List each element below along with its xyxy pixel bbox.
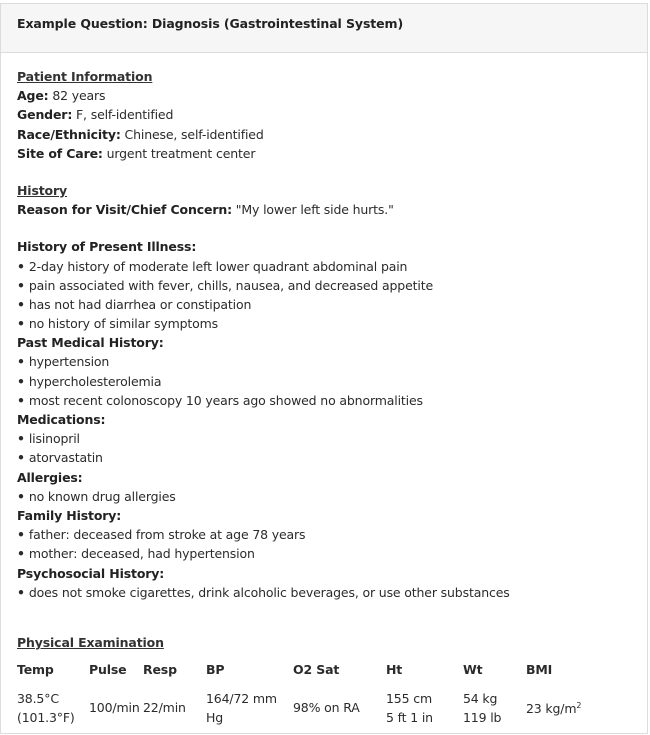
list-item: • hypertension bbox=[17, 352, 647, 371]
list-item: • no known drug allergies bbox=[17, 487, 647, 506]
bp-value-2: Hg bbox=[206, 710, 224, 726]
race-row bbox=[17, 125, 647, 144]
psych-title: Psychosocial History: bbox=[17, 565, 165, 581]
bp-header: BP bbox=[206, 662, 225, 678]
gender-value: F, self-identified bbox=[76, 107, 174, 123]
reason-row bbox=[17, 200, 647, 219]
list-item: • does not smoke cigarettes, drink alcoholic beverages, or use other substances bbox=[17, 583, 647, 602]
site-row bbox=[17, 144, 647, 163]
card-header bbox=[1, 4, 647, 53]
race-value: Chinese, self-identified bbox=[124, 126, 264, 142]
list-item: • most recent colonoscopy 10 years ago showed no abnormalities bbox=[17, 391, 647, 410]
wt-header: Wt bbox=[463, 662, 483, 678]
ht-value-1: 155 cm bbox=[386, 691, 432, 707]
temp-header: Temp bbox=[17, 662, 54, 678]
ht-value-2: 5 ft 1 in bbox=[386, 710, 433, 726]
list-item: • hypercholesterolemia bbox=[17, 372, 647, 391]
list-item: • has not had diarrhea or constipation bbox=[17, 295, 647, 314]
meds-title: Medications: bbox=[17, 412, 106, 427]
case-content bbox=[1, 53, 647, 730]
bmi-header: BMI bbox=[526, 662, 553, 678]
reason-value: "My lower left side hurts." bbox=[235, 202, 394, 218]
list-item: • lisinopril bbox=[17, 429, 647, 448]
hpi-title: History of Present Illness: bbox=[17, 239, 197, 255]
history-title: History bbox=[17, 182, 68, 198]
list-item: • no history of similar symptoms bbox=[17, 314, 647, 333]
temp-f-value: (101.3°F) bbox=[17, 710, 75, 726]
list-item: • mother: deceased, had hypertension bbox=[17, 544, 647, 563]
age-value: 82 years bbox=[52, 88, 106, 104]
pulse-value: 100/min bbox=[89, 700, 140, 716]
o2-header: O2 Sat bbox=[293, 662, 340, 678]
allergies-title: Allergies: bbox=[17, 469, 83, 485]
o2-value: 98% on RA bbox=[293, 700, 360, 716]
card-title: Example Question: Diagnosis (Gastrointestinal System) bbox=[17, 16, 404, 31]
age-label: Age: bbox=[17, 88, 49, 104]
list-item: • 2-day history of moderate left lower quadrant abdominal pain bbox=[17, 257, 647, 276]
reason-label: Reason for Visit/Chief Concern: bbox=[17, 202, 232, 218]
ht-header: Ht bbox=[386, 662, 403, 678]
wt-value-1: 54 kg bbox=[463, 691, 498, 707]
age-row bbox=[17, 86, 647, 105]
bmi-value bbox=[526, 699, 581, 718]
bmi-exponent: 2 bbox=[576, 700, 582, 710]
bmi-number: 23 kg/m bbox=[526, 701, 577, 717]
site-label: Site of Care: bbox=[17, 145, 103, 161]
vitals-table bbox=[17, 660, 647, 730]
resp-header: Resp bbox=[143, 662, 177, 678]
gender-row bbox=[17, 105, 647, 124]
resp-value: 22/min bbox=[143, 700, 186, 716]
temp-c-value: 38.5°C bbox=[17, 691, 59, 707]
race-label: Race/Ethnicity: bbox=[17, 126, 121, 142]
pmh-title: Past Medical History: bbox=[17, 335, 164, 351]
physical-exam-title: Physical Examination bbox=[17, 634, 164, 650]
pulse-header: Pulse bbox=[89, 662, 127, 678]
family-title: Family History: bbox=[17, 507, 122, 523]
question-card bbox=[0, 3, 648, 734]
list-item: • pain associated with fever, chills, nausea, and decreased appetite bbox=[17, 276, 647, 295]
site-value: urgent treatment center bbox=[106, 145, 256, 161]
list-item: • father: deceased from stroke at age 78 years bbox=[17, 525, 647, 544]
patient-info-title: Patient Information bbox=[17, 69, 153, 84]
wt-value-2: 119 lb bbox=[463, 710, 502, 726]
list-item: • atorvastatin bbox=[17, 448, 647, 467]
gender-label: Gender: bbox=[17, 107, 73, 123]
bp-value-1: 164/72 mm bbox=[206, 691, 277, 707]
